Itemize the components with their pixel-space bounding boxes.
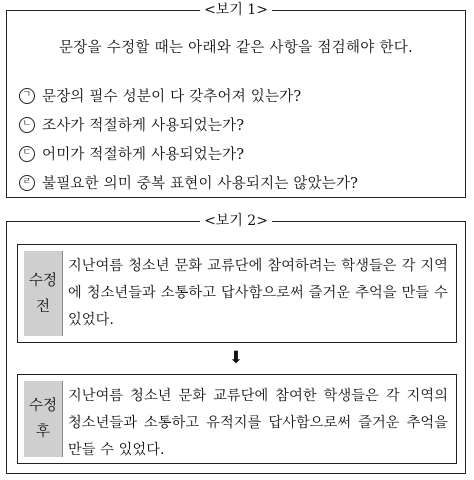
circled-letter-icon: ㄱ (19, 88, 35, 104)
checklist-item (19, 168, 358, 197)
circled-letter-icon: ㄹ (19, 175, 35, 191)
before-revision-text: 지난여름 청소년 문화 교류단에 참여하려는 학생들은 각 지역에 청소년들과 소통하고 답사함으로써 즐거운 추억을 만들 수 있었다. (68, 258, 448, 328)
tag-line-1: 수정 (28, 398, 57, 414)
checklist (19, 81, 358, 197)
tag-line-2: 후 (35, 424, 50, 440)
after-revision-panel (17, 374, 457, 464)
checklist-item-text: 문장의 필수 성분이 다 갖추어져 있는가? (42, 89, 302, 105)
checklist-item (19, 139, 358, 168)
box-1-intro: 문장을 수정할 때는 아래와 같은 사항을 점검해야 한다. (58, 40, 414, 56)
checklist-item-text: 조사가 적절하게 사용되었는가? (42, 118, 245, 134)
box-1-legend: <보기 1> (200, 2, 272, 18)
after-revision-tag (24, 381, 63, 457)
arrow-down-icon: ⬇ (228, 348, 244, 368)
circled-letter-icon: ㄴ (19, 117, 35, 133)
box-2-legend: <보기 2> (200, 213, 272, 229)
before-revision-panel (17, 244, 457, 343)
checklist-item (19, 81, 358, 110)
tag-line-1: 수정 (28, 272, 57, 289)
before-revision-tag (24, 251, 63, 336)
checklist-item-text: 어미가 적절하게 사용되었는가? (42, 147, 245, 163)
checklist-item-text: 불필요한 의미 중복 표현이 사용되지는 않았는가? (42, 176, 359, 192)
checklist-item (19, 110, 358, 139)
example-box-1 (6, 2, 466, 198)
tag-line-2: 전 (35, 298, 50, 315)
circled-letter-icon: ㄷ (19, 146, 35, 162)
after-revision-text: 지난여름 청소년 문화 교류단에 참여한 학생들은 각 지역의 청소년들과 소통하고 유적지를 답사함으로써 즐거운 추억을 만들 수 있었다. (68, 388, 448, 458)
example-box-2 (6, 213, 466, 474)
